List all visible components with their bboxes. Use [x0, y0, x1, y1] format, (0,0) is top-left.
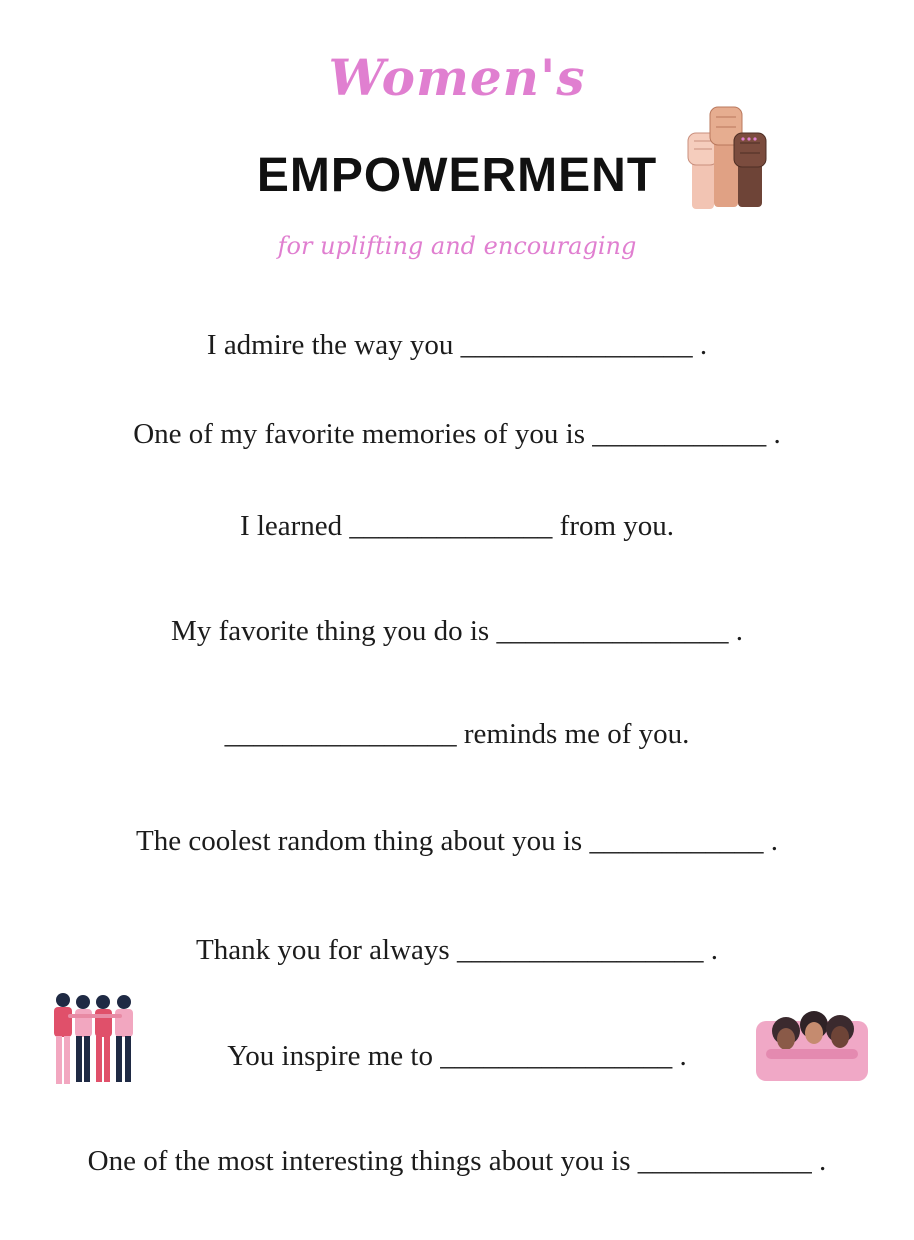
prompt-interesting-things: One of the most interesting things about you is ____________ . — [87, 1145, 827, 1177]
raised-fists-icon — [686, 103, 770, 211]
prompt-favorite-memory: One of my favorite memories of you is ____________ . — [133, 418, 781, 450]
prompt-inspire: You inspire me to ________________ . — [227, 1040, 687, 1072]
page-title: EMPOWERMENT — [256, 149, 658, 202]
prompt-reminds-me: ________________ reminds me of you. — [224, 718, 690, 750]
hugging-women-icon — [756, 1003, 868, 1081]
script-title: Women's — [328, 48, 586, 107]
group-of-women-icon — [48, 990, 142, 1092]
prompt-coolest-thing: The coolest random thing about you is ____________ . — [136, 825, 778, 857]
prompt-thank-you: Thank you for always _________________ . — [196, 934, 718, 966]
prompt-favorite-thing: My favorite thing you do is ________________ . — [171, 615, 743, 647]
page-subtitle: for uplifting and encouraging — [277, 232, 637, 260]
prompt-learned: I learned ______________ from you. — [239, 510, 675, 542]
prompt-admire: I admire the way you ________________ . — [206, 329, 708, 361]
